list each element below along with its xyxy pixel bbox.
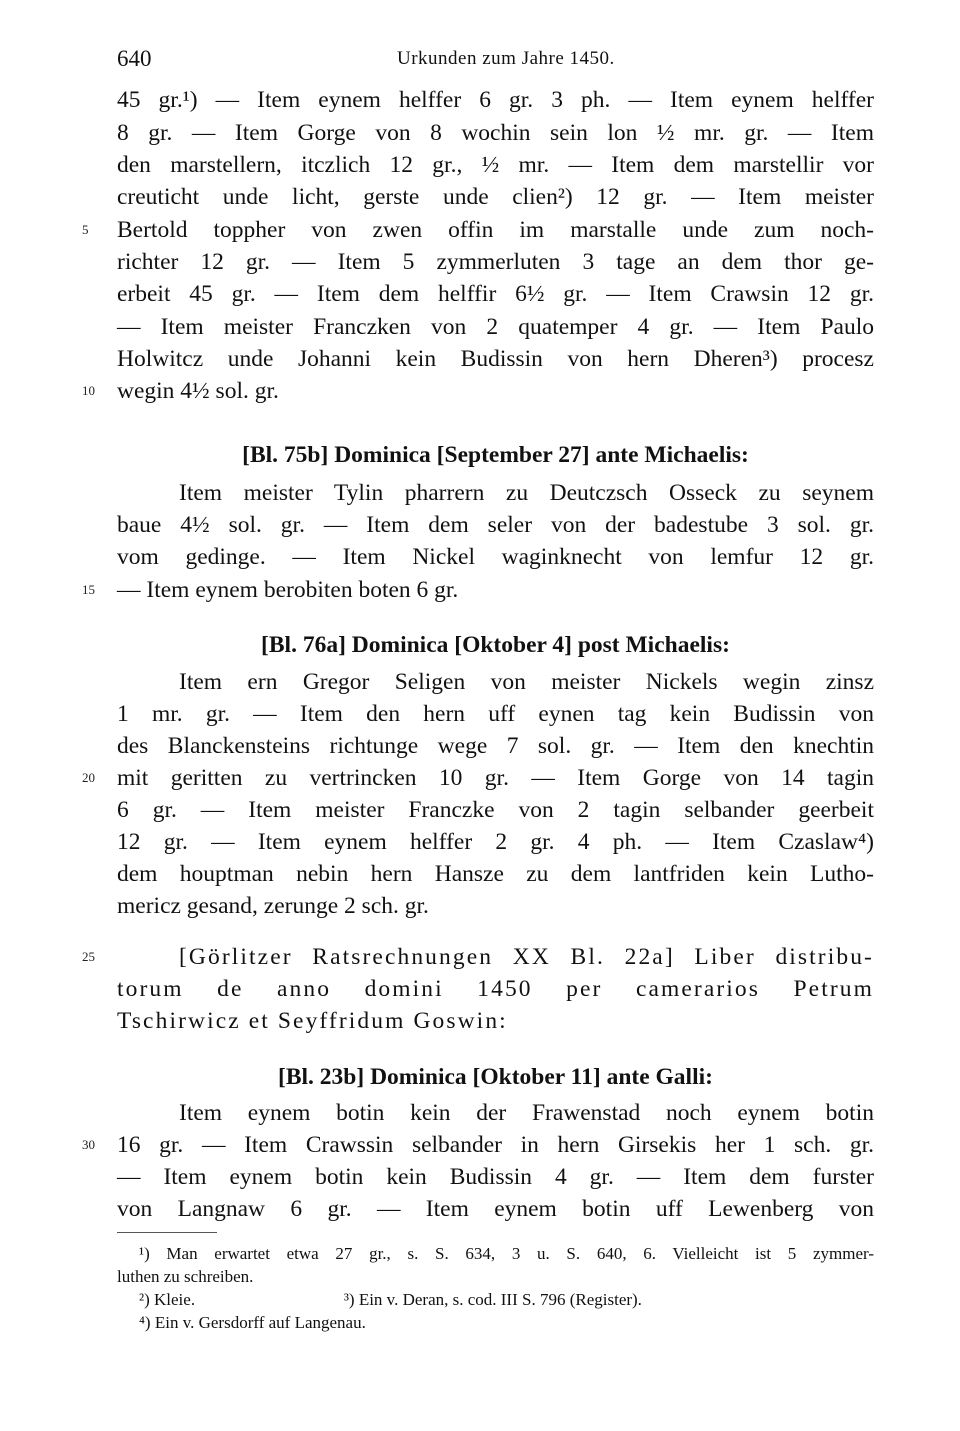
section-heading: [Bl. 23b] Dominica [Oktober 11] ante Galli:	[278, 1064, 713, 1090]
text-line: 1 mr. gr. — Item den hern uff eynen tag kein Budissin von	[117, 701, 874, 727]
text-line: Holwitcz unde Johanni kein Budissin von hern Dheren³) procesz	[117, 346, 874, 372]
text-line: vom gedinge. — Item Nickel waginknecht von lemfur 12 gr.	[117, 544, 874, 570]
text-line: 8 gr. — Item Gorge von 8 wochin sein lon ½ mr. gr. — Item	[117, 120, 874, 146]
text-line: Bertold toppher von zwen offin im marstalle unde zum noch-	[117, 217, 874, 243]
source-intro-line: [Görlitzer Ratsrechnungen XX Bl. 22a] Liber distribu-	[179, 944, 874, 970]
text-line: Item eynem botin kein der Frawenstad noch eynem botin	[179, 1100, 874, 1126]
section-heading: [Bl. 75b] Dominica [September 27] ante Michaelis:	[242, 442, 749, 468]
page-header	[117, 46, 874, 76]
text-line: — Item eynem botin kein Budissin 4 gr. — Item dem furster	[117, 1164, 874, 1190]
footnote-line: ²) Kleie. ³) Ein v. Deran, s. cod. III S. 796 (Register).	[139, 1290, 642, 1309]
text-line: 6 gr. — Item meister Franczke von 2 tagin selbander geerbeit	[117, 797, 874, 823]
text-line: Item ern Gregor Seligen von meister Nickels wegin zinsz	[179, 669, 874, 695]
text-line: dem houptman nebin hern Hansze zu dem lantfriden kein Lutho-	[117, 861, 874, 887]
footnote-separator	[117, 1232, 217, 1233]
text-line: den marstellern, itczlich 12 gr., ½ mr. — Item dem marstellir vor	[117, 152, 874, 178]
source-intro-line: torum de anno domini 1450 per camerarios Petrum	[117, 976, 874, 1002]
line-number: 10	[82, 383, 95, 398]
footnote-line: ⁴) Ein v. Gersdorff auf Langenau.	[139, 1313, 366, 1332]
text-line: 16 gr. — Item Crawssin selbander in hern Girsekis her 1 sch. gr.	[117, 1132, 874, 1158]
text-line: baue 4½ sol. gr. — Item dem seler von der badestube 3 sol. gr.	[117, 512, 874, 538]
text-line: des Blanckensteins richtunge wege 7 sol. gr. — Item den knechtin	[117, 733, 874, 759]
footnote-line: ¹) Man erwartet etwa 27 gr., s. S. 634, 3 u. S. 640, 6. Vielleicht ist 5 zymmer-	[139, 1244, 874, 1263]
text-line: creuticht unde licht, gerste unde clien²) 12 gr. — Item meister	[117, 184, 874, 210]
text-line: 12 gr. — Item eynem helffer 2 gr. 4 ph. — Item Czaslaw⁴)	[117, 829, 874, 855]
text-line: von Langnaw 6 gr. — Item eynem botin uff Lewenberg von	[117, 1196, 874, 1222]
line-number: 20	[82, 770, 95, 785]
running-head: Urkunden zum Jahre 1450.	[397, 48, 615, 69]
text-line: 45 gr.¹) — Item eynem helffer 6 gr. 3 ph. — Item eynem helffer	[117, 87, 874, 113]
text-line: — Item meister Franczken von 2 quatemper 4 gr. — Item Paulo	[117, 314, 874, 340]
page-number: 640	[117, 46, 152, 71]
source-intro-line: Tschirwicz et Seyffridum Goswin:	[117, 1008, 508, 1034]
text-line: mit geritten zu vertrincken 10 gr. — Item Gorge von 14 tagin	[117, 765, 874, 791]
footnote-line: luthen zu schreiben.	[117, 1267, 254, 1286]
text-line: richter 12 gr. — Item 5 zymmerluten 3 tage an dem thor ge-	[117, 249, 874, 275]
text-line: Item meister Tylin pharrern zu Deutczsch Osseck zu seynem	[179, 480, 874, 506]
line-number: 5	[82, 222, 89, 237]
text-line: erbeit 45 gr. — Item dem helffir 6½ gr. — Item Crawsin 12 gr.	[117, 281, 874, 307]
line-number: 15	[82, 582, 95, 597]
text-line: mericz gesand, zerunge 2 sch. gr.	[117, 893, 429, 919]
text-line: — Item eynem berobiten boten 6 gr.	[117, 577, 459, 603]
line-number: 30	[82, 1137, 95, 1152]
text-line: wegin 4½ sol. gr.	[117, 378, 279, 404]
line-number: 25	[82, 949, 95, 964]
section-heading: [Bl. 76a] Dominica [Oktober 4] post Michaelis:	[261, 632, 730, 658]
